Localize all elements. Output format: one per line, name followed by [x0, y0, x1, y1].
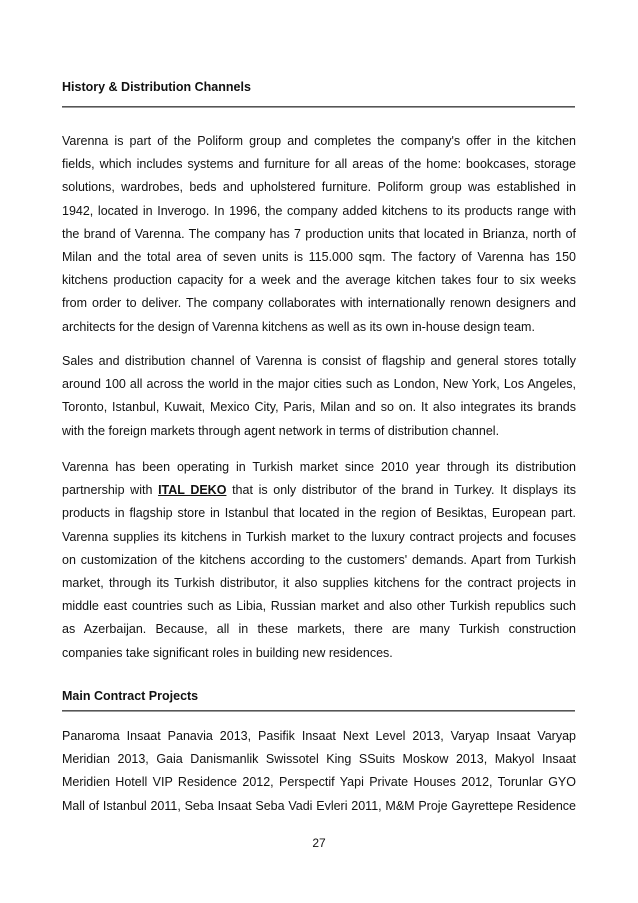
section-divider-history	[62, 106, 575, 108]
text-line: Toronto, Istanbul, Kuwait, Mexico City, Paris, Milan and so on. It also integrates its brands	[62, 400, 576, 415]
document-page	[62, 0, 576, 903]
text-line: companies take significant roles in building new residences.	[62, 645, 393, 660]
text-line: Varenna supplies its kitchens in Turkish market to the luxury contract projects and focuses	[62, 529, 576, 544]
text-line: on customization of the kitchens according to the customers' demands. Apart from Turkish	[62, 552, 576, 567]
text-line: products in flagship store in Istanbul that located in the region of Besiktas, European part.	[62, 506, 576, 521]
paragraph-company-overview	[62, 130, 576, 339]
text-segment: partnership with	[62, 483, 159, 498]
text-line: as Azerbaijan. Because, all in these markets, there are many Turkish construction	[62, 622, 576, 637]
text-line: middle east countries such as Libia, Russian market and also other Turkish republics such	[62, 599, 576, 614]
section-divider-projects	[62, 710, 575, 712]
paragraph-sales-distribution	[62, 350, 576, 443]
text-line	[62, 479, 576, 502]
text-line: Panaroma Insaat Panavia 2013, Pasifik Insaat Next Level 2013, Varyap Insaat Varyap	[62, 729, 576, 743]
text-line: Varenna has been operating in Turkish market since 2010 year through its distribution	[62, 460, 576, 474]
page-number: 27	[312, 836, 326, 850]
paragraph-contract-projects	[62, 725, 576, 818]
ital-deko-link[interactable]: ITAL DEKO	[158, 483, 227, 498]
text-line: Sales and distribution channel of Varenna is consist of flagship and general stores totally	[62, 354, 576, 368]
text-line: the brand of Varenna. The company has 7 production units that located in Brianza, north of	[62, 226, 576, 241]
text-segment: that is only distributor of the brand in Turkey. It displays its	[226, 483, 576, 498]
paragraph-turkish-market	[62, 456, 576, 665]
text-line: architects for the design of Varenna kitchens as well as its own in-house design team.	[62, 319, 535, 334]
text-line: kitchens production capacity for a week and the average kitchen takes four to six weeks	[62, 273, 576, 288]
text-line: 1942, located in Inverogo. In 1996, the company added kitchens to its products range with	[62, 203, 576, 218]
section-heading-projects: Main Contract Projects	[62, 689, 199, 703]
text-line: around 100 all across the world in the major cities such as London, New York, Los Angeles,	[62, 377, 576, 392]
text-line: Mall of Istanbul 2011, Seba Insaat Seba Vadi Evleri 2011, M&M Proje Gayrettepe Residence	[62, 798, 576, 813]
text-line: Varenna is part of the Poliform group and completes the company's offer in the kitchen	[62, 134, 576, 148]
text-line: with the foreign markets through agent network in terms of distribution channel.	[62, 423, 500, 438]
text-line: market, through its Turkish distributor, it also supplies kitchens for the contract projects in	[62, 575, 576, 590]
text-line: Milan and the total area of seven units is 115.000 sqm. The factory of Varenna has 150	[62, 249, 576, 264]
text-line: solutions, wardrobes, beds and upholstered furniture. Poliform group was established in	[62, 180, 576, 195]
section-heading-history: History & Distribution Channels	[62, 80, 251, 94]
text-line: fields, which includes systems and furniture for all areas of the home: bookcases, storage	[62, 157, 576, 172]
text-line: Meridian 2013, Gaia Danismanlik Swissotel King SSuits Moskow 2013, Makyol Insaat	[62, 752, 576, 767]
text-line: Meridien Hotell VIP Residence 2012, Perspectif Yapi Private Houses 2012, Torunlar GYO	[62, 775, 576, 790]
text-line: from order to deliver. The company collaborates with internationally renown designers and	[62, 296, 576, 311]
